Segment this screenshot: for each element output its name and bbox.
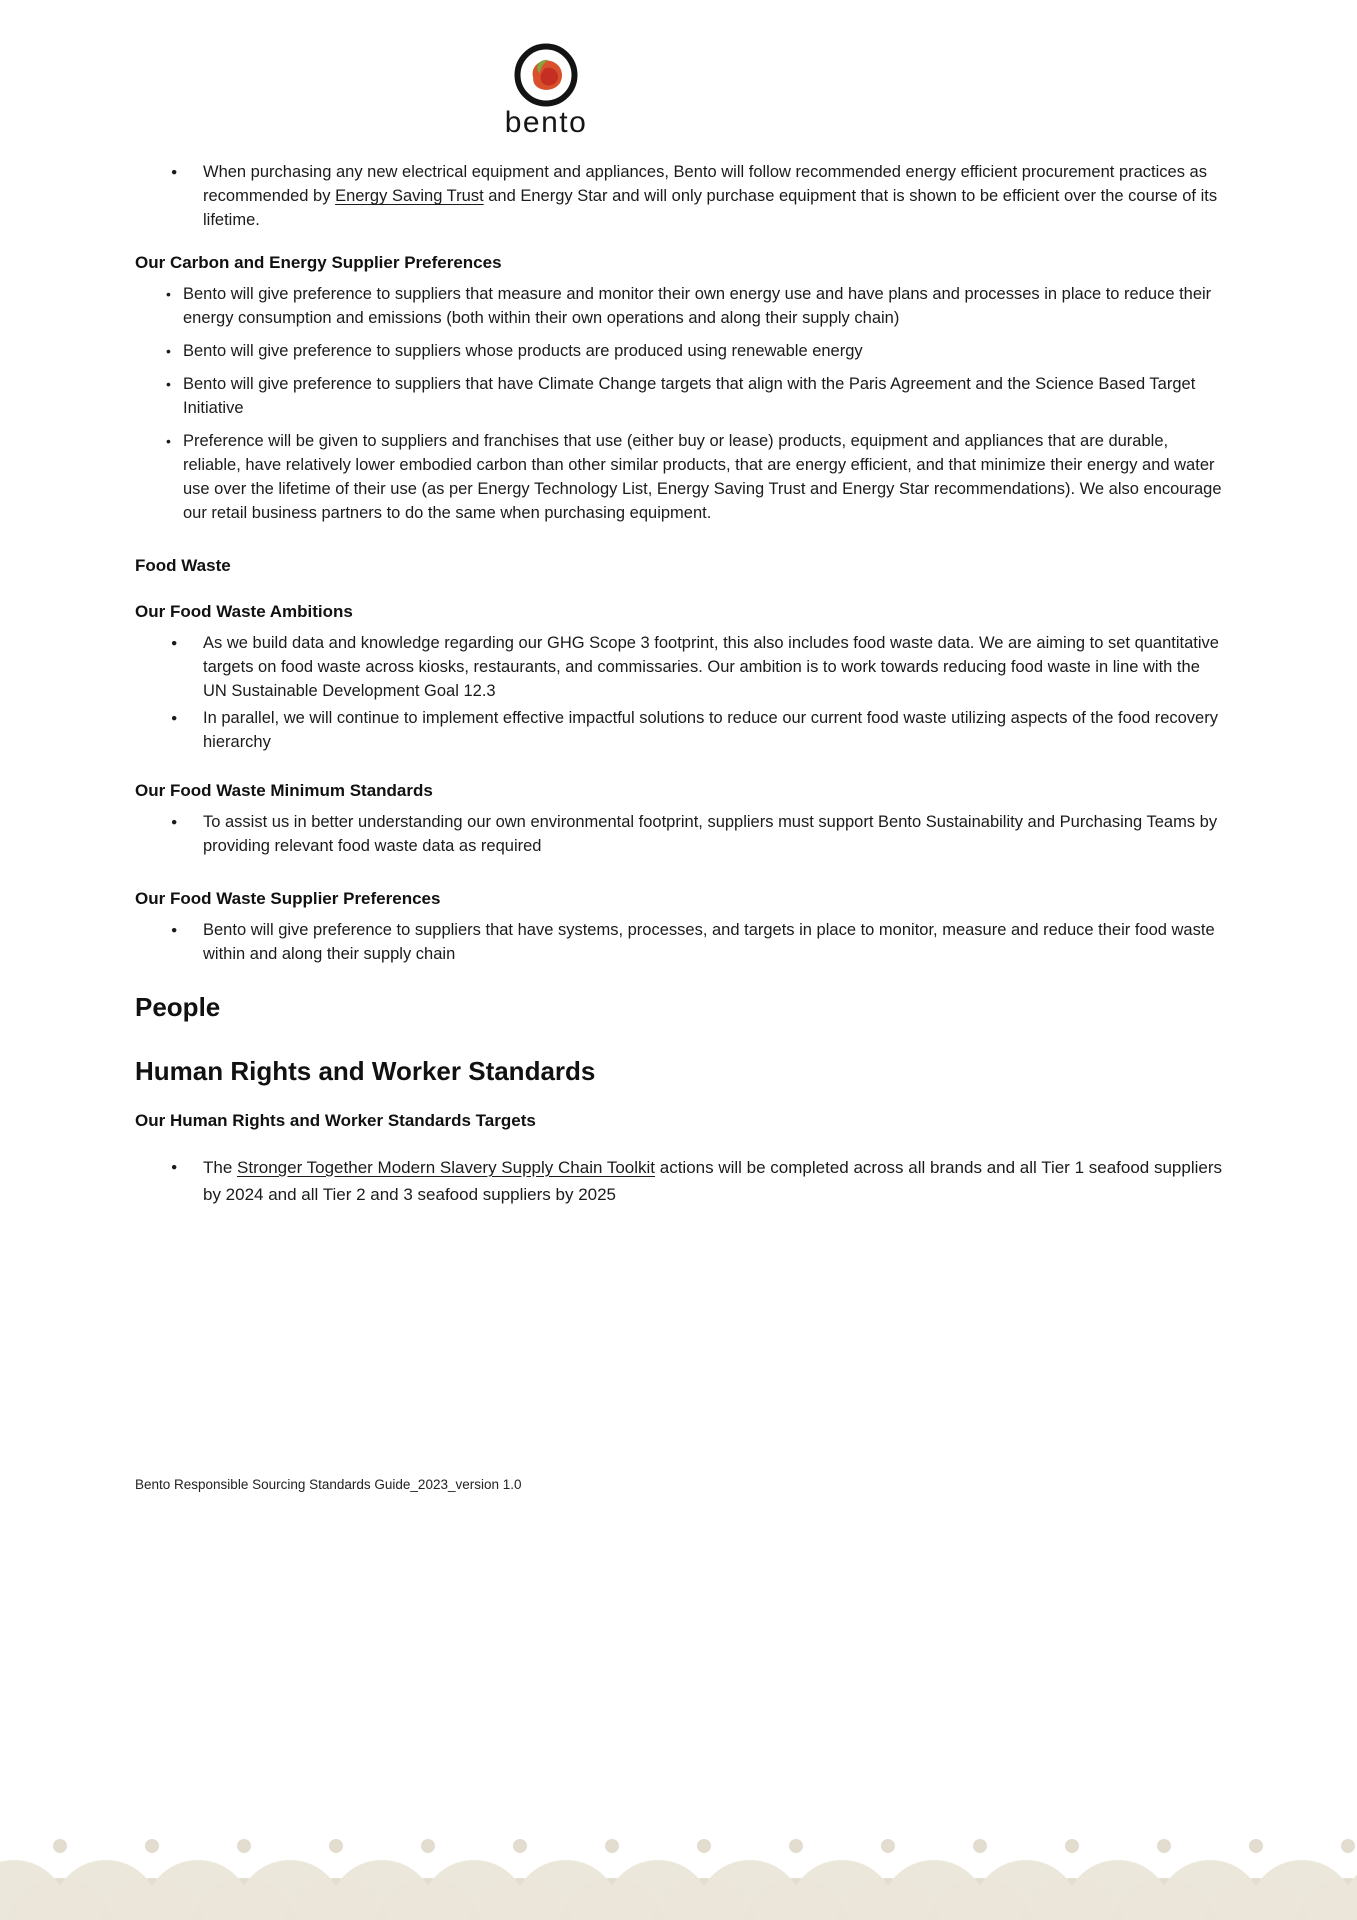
heading-human-rights-and-worker-standards: Human Rights and Worker Standards — [135, 1056, 596, 1086]
energy-saving-trust-link[interactable]: Energy Saving Trust — [335, 187, 484, 205]
list-item — [135, 1154, 1224, 1208]
bullet-text: The — [203, 1158, 238, 1177]
list-item — [135, 429, 1224, 525]
list-item — [135, 160, 1224, 232]
list-item — [135, 706, 1224, 754]
food-waste-supplier-preferences-bullet-list — [135, 918, 1224, 966]
bullet-text: and Energy Star and will only purchase equipment that is shown to be efficient over the course of its lifetime. — [203, 187, 1218, 229]
list-item — [135, 372, 1224, 420]
bullet-text: actions will be completed across all brands and all Tier 1 seafood suppliers by 2024 and all Tier 2 and 3 seafood suppliers by 2025 — [203, 1158, 1222, 1204]
stronger-together-toolkit-link[interactable]: Stronger Together Modern Slavery Supply Chain Toolkit — [237, 1158, 656, 1177]
bullet-text: To assist us in better understanding our own environmental footprint, suppliers must support Bento Sustainability and Purchasing Teams by providing relevant food waste data as required — [203, 813, 1218, 855]
list-item — [135, 631, 1224, 703]
document-content — [135, 160, 1224, 1208]
bullet-text: Bento will give preference to suppliers that have Climate Change targets that align with the Paris Agreement and the Science Based Target Initiative — [183, 375, 1196, 417]
heading-human-rights-worker-standards-targets: Our Human Rights and Worker Standards Targets — [135, 1111, 536, 1130]
food-waste-ambitions-bullet-list — [135, 631, 1224, 754]
bullet-text: Preference will be given to suppliers and franchises that use (either buy or lease) products, equipment and appliances that are durable, reliable, have relatively lower embodied carbon than other similar products, that are energy efficient, and that minimize their energy and water use over the lifetime of their use (as per Energy Technology List, Energy Saving Trust and Energy Star recommendations). We also encourage our retail business partners to do the same when purchasing equipment. — [183, 432, 1222, 522]
heading-people: People — [135, 992, 221, 1022]
list-item — [135, 810, 1224, 858]
bullet-text: In parallel, we will continue to implement effective impactful solutions to reduce our current food waste utilizing aspects of the food recovery hierarchy — [203, 709, 1218, 751]
bullet-text: Bento will give preference to suppliers that measure and monitor their own energy use and have plans and processes in place to reduce their energy consumption and emissions (both within their own operations and along their supply chain) — [183, 285, 1212, 327]
list-item — [135, 282, 1224, 330]
logo-wordmark: bento — [504, 106, 588, 139]
intro-bullet-list — [135, 160, 1224, 232]
heading-food-waste-minimum-standards: Our Food Waste Minimum Standards — [135, 781, 433, 800]
list-item — [135, 918, 1224, 966]
bullet-text: Bento will give preference to suppliers whose products are produced using renewable energy — [183, 342, 863, 360]
heading-food-waste-ambitions: Our Food Waste Ambitions — [135, 602, 353, 621]
list-item — [135, 339, 1224, 363]
heading-food-waste: Food Waste — [135, 556, 231, 575]
bullet-text: When purchasing any new electrical equipment and appliances, Bento will follow recommended energy efficient procurement practices as recommended by — [203, 163, 1207, 205]
heading-food-waste-supplier-preferences: Our Food Waste Supplier Preferences — [135, 889, 441, 908]
bottom-scallop-decoration — [0, 1800, 1357, 1920]
heading-carbon-energy-supplier-preferences: Our Carbon and Energy Supplier Preferences — [135, 253, 502, 272]
carbon-bullet-list — [135, 282, 1224, 525]
bullet-text: As we build data and knowledge regarding our GHG Scope 3 footprint, this also includes food waste data. We are aiming to set quantitative targets on food waste across kiosks, restaurants, and commissaries. Our ambition is to work towards reducing food waste in line with the UN Sustainable Development Goal 12.3 — [203, 634, 1219, 700]
human-rights-targets-bullet-list — [135, 1154, 1224, 1208]
bento-logo-icon — [466, 40, 626, 110]
footer-text: Bento Responsible Sourcing Standards Guide_2023_version 1.0 — [135, 1477, 522, 1492]
food-waste-minimum-standards-bullet-list — [135, 810, 1224, 858]
bullet-text: Bento will give preference to suppliers that have systems, processes, and targets in place to monitor, measure and reduce their food waste within and along their supply chain — [203, 921, 1215, 963]
bento-logo — [466, 40, 626, 140]
